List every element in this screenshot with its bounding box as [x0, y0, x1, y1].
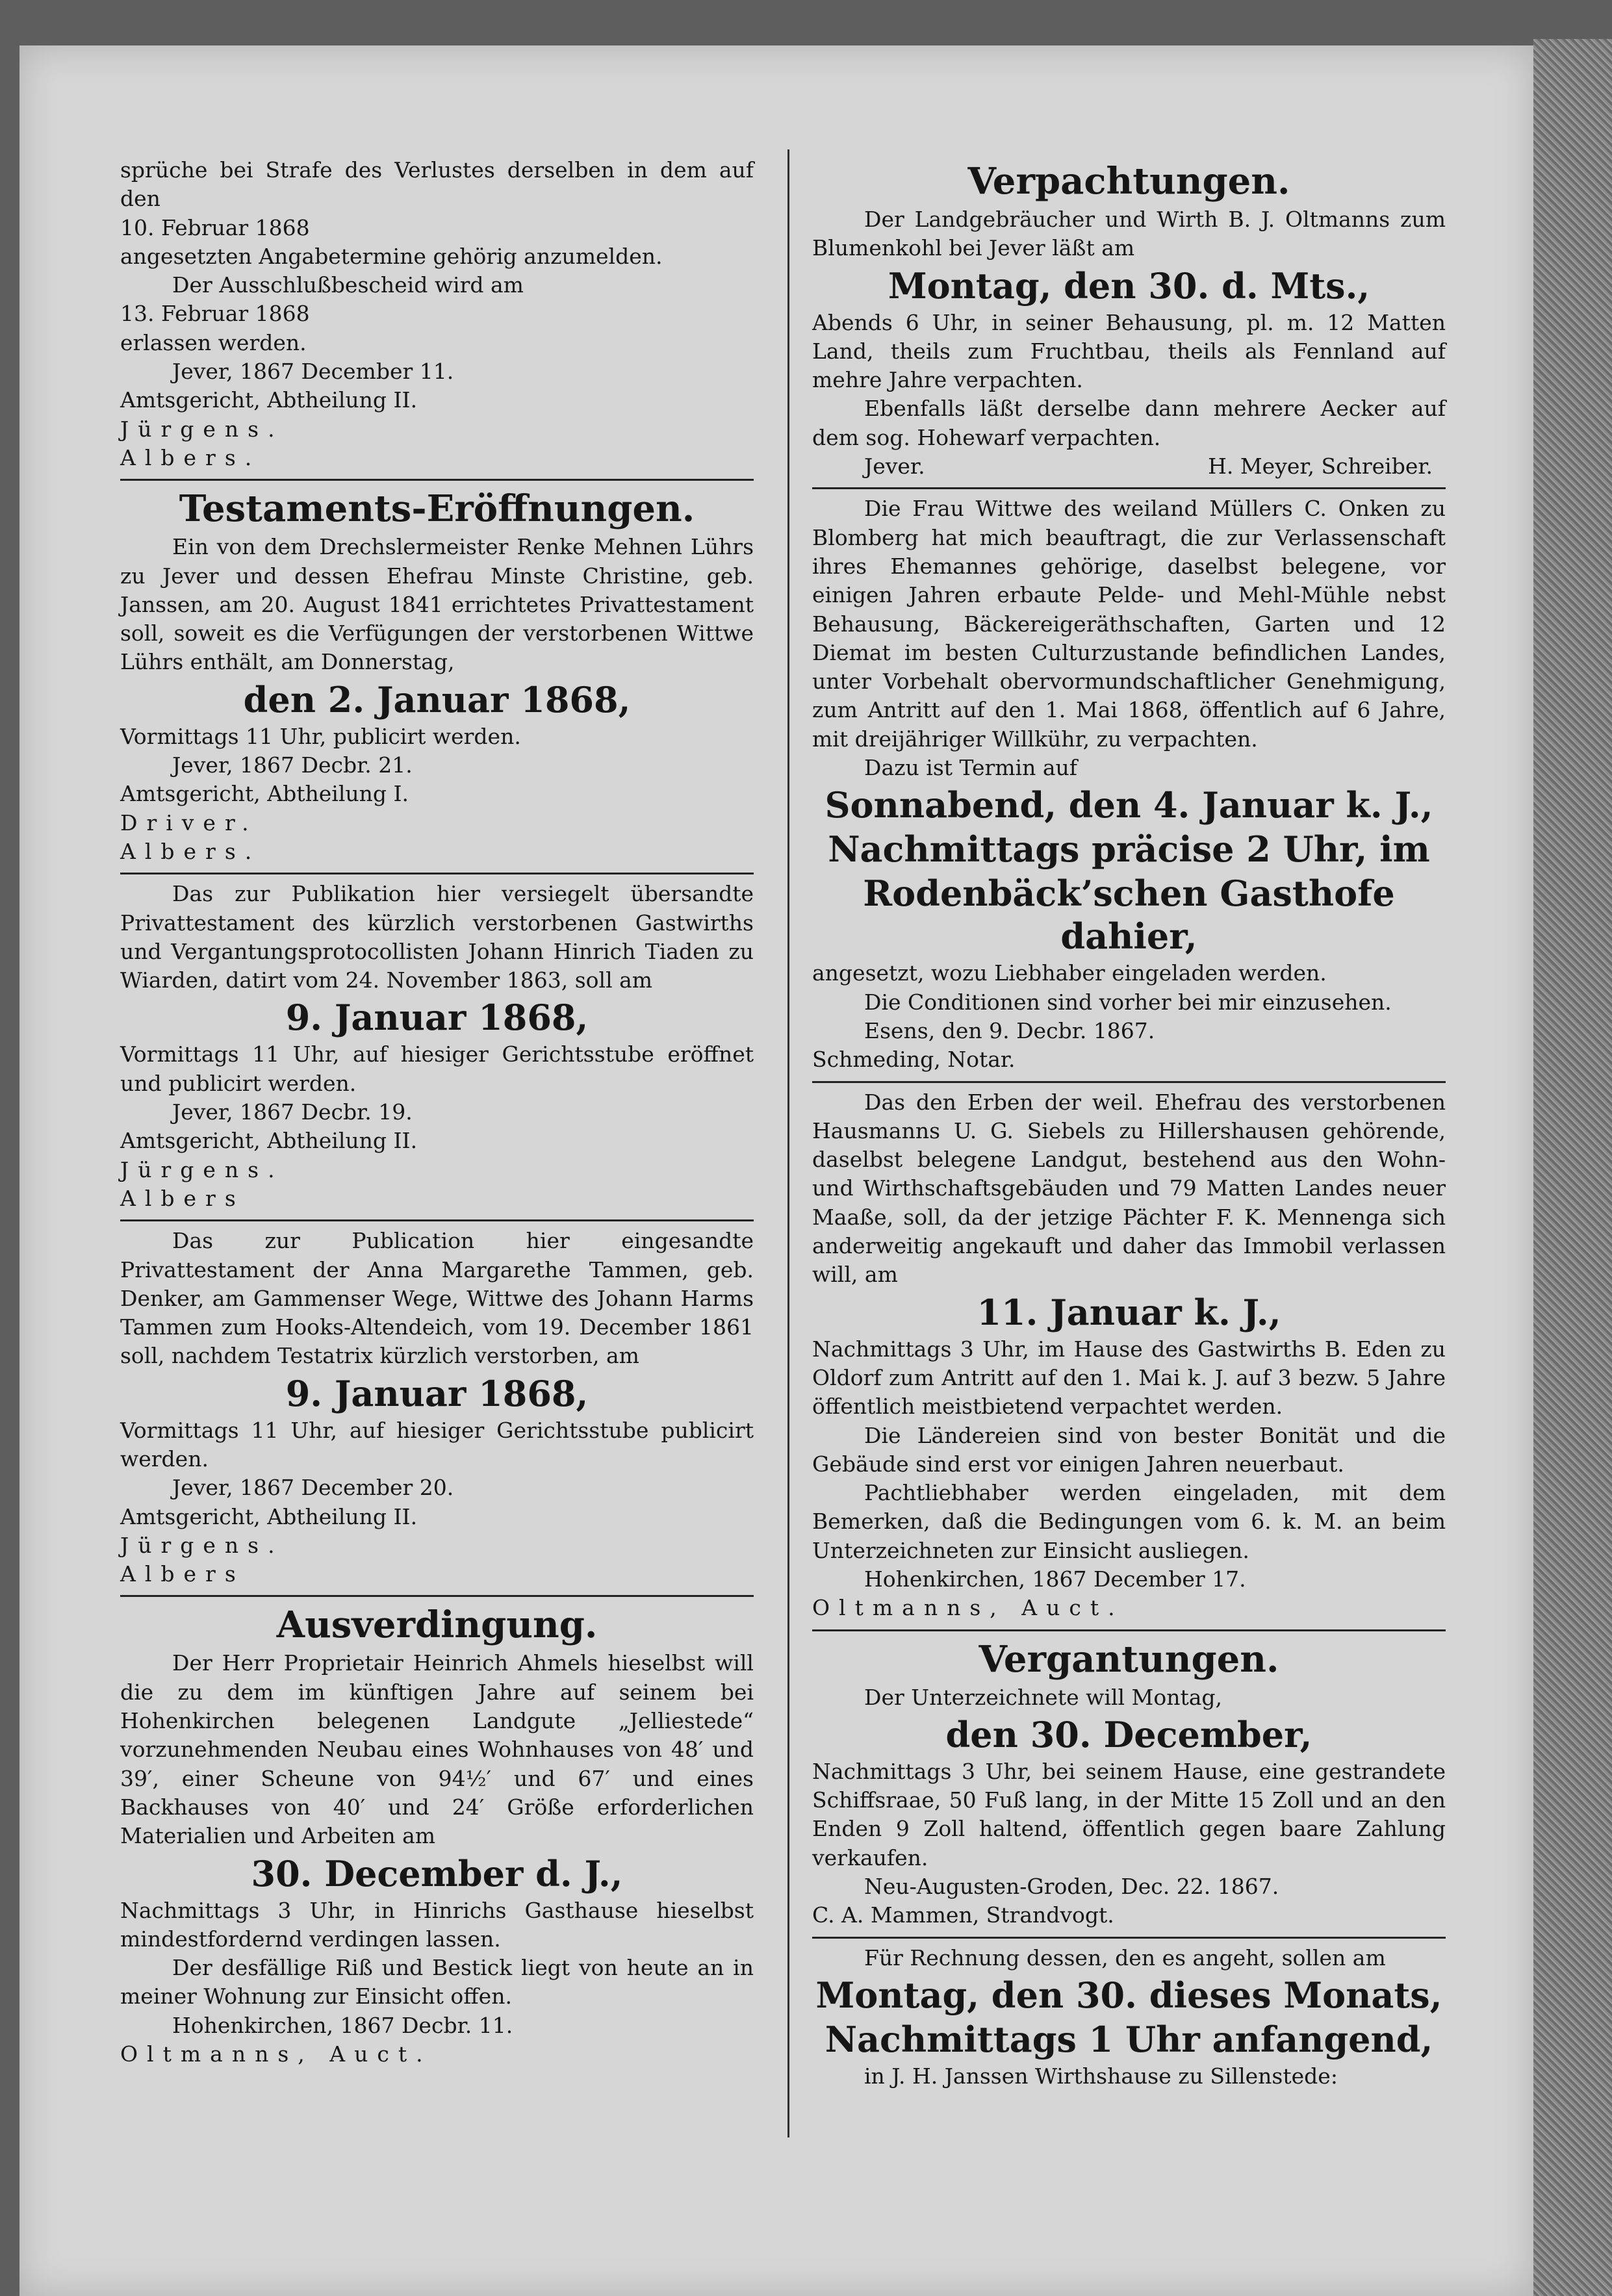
notice-sign: Oltmanns, Auct. [120, 2041, 432, 2067]
column-divider [787, 149, 789, 2137]
notice-text: angesetzten Angabetermine gehörig anzumelden. [120, 243, 663, 269]
right-column [812, 156, 1446, 2091]
separator [812, 1937, 1446, 1939]
notice-sign: H. Meyer, Schreiber. [1208, 453, 1433, 479]
notice-verpachtungen [812, 159, 1446, 481]
notice-date: den 2. Januar 1868, [243, 678, 631, 721]
notice-rechnung [812, 1944, 1446, 2091]
notice-text: Das zur Publikation hier versiegelt übersandte Privattestament des kürzlich verstorbenen Gastwirths und Vergantungsprotocollisten Johann Hinrich Tiaden zu Wiarden, datirt vom 24. November 1863, soll am [120, 881, 754, 993]
separator [120, 479, 754, 481]
separator [812, 1081, 1446, 1083]
notice-judge: Jürgens. [120, 416, 284, 442]
left-column [120, 156, 754, 2069]
notice-sign: C. A. Mammen, Strandvogt. [812, 1902, 1114, 1928]
notice-date: 11. Januar k. J., [977, 1291, 1281, 1333]
separator [812, 487, 1446, 489]
section-heading: Testaments-Eröffnungen. [179, 487, 695, 531]
notice-court: Amtsgericht, Abtheilung II. [120, 1503, 418, 1529]
separator [120, 1595, 754, 1597]
notice-text: Der Unterzeichnete will Montag, [864, 1684, 1223, 1710]
notice-date: den 30. December, [945, 1713, 1312, 1755]
notice-date: Sonnabend, den 4. Januar k. J., [825, 784, 1433, 826]
notice-date: 9. Januar 1868, [285, 997, 589, 1039]
notice-place: Hohenkirchen, 1867 Decbr. 11. [172, 2012, 513, 2038]
notice-sign: Schmeding, Notar. [812, 1047, 1016, 1073]
notice-judge: Jürgens. [120, 1532, 284, 1558]
notice-landgut [812, 1088, 1446, 1623]
notice-text: Der Landgebräucher und Wirth B. J. Oltmanns zum Blumenkohl bei Jever läßt am [812, 207, 1446, 261]
notice-ausschluss [120, 156, 754, 472]
notice-text: Vormittags 11 Uhr, auf hiesiger Gerichtsstube publicirt werden. [120, 1417, 754, 1472]
notice-judge: Driver. [120, 810, 258, 835]
notice-date: 9. Januar 1868, [285, 1372, 589, 1414]
notice-text: Vormittags 11 Uhr, publicirt werden. [120, 723, 521, 749]
notice-place: Jever, 1867 December 20. [172, 1475, 454, 1501]
section-heading: Vergantungen. [979, 1637, 1279, 1681]
section-heading: Verpachtungen. [967, 160, 1290, 203]
notice-date: Rodenbäck’schen Gasthofe dahier, [863, 873, 1395, 958]
notice-date: 10. Februar 1868 [120, 214, 310, 240]
notice-muehle [812, 494, 1446, 1074]
notice-place: Esens, den 9. Decbr. 1867. [864, 1017, 1155, 1043]
notice-text: Der Herr Proprietair Heinrich Ahmels hieselbst will die zu dem im künftigen Jahre auf seinem bei Hohenkirchen belegenen Landgute „Jelliestede“ vorzunehmenden Neubau eines Wohnhauses von 48′ und 39′, einer Scheune von 94½′ und 67′ und eines Backhauses von 40′ und 24′ Größe erforderlichen Materialien und Arbeiten am [120, 1650, 754, 1849]
notice-place: Jever, 1867 December 11. [172, 359, 454, 385]
notice-date: Nachmittags 1 Uhr anfangend, [825, 2018, 1433, 2060]
notice-place: Hohenkirchen, 1867 December 17. [864, 1566, 1246, 1592]
notice-clerk: Albers. [120, 444, 261, 470]
notice-testament [120, 486, 754, 866]
notice-text: Das zur Publication hier eingesandte Privattestament der Anna Margarethe Tammen, geb. Denker, am Gammenser Wege, Wittwe des Johann Harms Tammen zum Hooks-Altendeich, vom 19. December 1861 soll, nachdem Testatrix kürzlich verstorben, am [120, 1228, 754, 1369]
notice-privat2 [120, 1227, 754, 1588]
notice-text: Die Conditionen sind vorher bei mir einzusehen. [864, 989, 1392, 1015]
notice-date: Nachmittags präcise 2 Uhr, im [828, 828, 1430, 871]
notice-place: Jever. [864, 453, 925, 479]
page-edge [1533, 39, 1612, 2296]
notice-date: Montag, den 30. dieses Monats, [815, 1974, 1442, 2016]
separator [812, 1629, 1446, 1631]
notice-place: Jever, 1867 Decbr. 21. [172, 752, 413, 778]
notice-date: Montag, den 30. d. Mts., [888, 264, 1370, 307]
notice-place: Jever, 1867 Decbr. 19. [172, 1099, 413, 1125]
notice-text: sprüche bei Strafe des Verlustes derselben in dem auf den [120, 157, 754, 212]
notice-text: Die Frau Wittwe des weiland Müllers C. Onken zu Blomberg hat mich beauftragt, die zur Verlassenschaft ihres Ehemannes gehörige, daselbst belegene, vor einigen Jahren erbaute Pelde- und Mehl-Mühle nebst Behausung, Bäckereigeräthschaften, Garten und 12 Diemat im besten Culturzustande befindlichen Landes, unter Vorbehalt obervormundschaftlicher Genehmigung, zum Antritt auf den 1. Mai 1868, öffentlich auf 6 Jahre, mit dreijähriger Willkühr, zu verpachten. [812, 496, 1446, 752]
notice-judge: Jürgens. [120, 1156, 284, 1182]
notice-text: Dazu ist Termin auf [864, 755, 1077, 781]
section-heading: Ausverdingung. [276, 1603, 598, 1647]
notice-text: Abends 6 Uhr, in seiner Behausung, pl. m. 12 Matten Land, theils zum Fruchtbau, theils als Fennland auf mehre Jahre verpachten. [812, 309, 1446, 393]
notice-text: Nachmittags 3 Uhr, in Hinrichs Gasthause hieselbst mindestfordernd verdingen lassen. [120, 1897, 754, 1952]
notice-text: Ein von dem Drechslermeister Renke Mehnen Lührs zu Jever und dessen Ehefrau Minste Christine, geb. Janssen, am 20. August 1841 errichtetes Privattestament soll, soweit es die Verfügungen der verstorbenen Wittwe Lührs enthält, am Donnerstag, [120, 534, 754, 675]
separator [120, 873, 754, 874]
notice-text: Der desfällige Riß und Bestick liegt von heute an in meiner Wohnung zur Einsicht offen. [120, 1955, 754, 2009]
notice-court: Amtsgericht, Abtheilung II. [120, 387, 418, 413]
notice-text: angesetzt, wozu Liebhaber eingeladen werden. [812, 960, 1327, 986]
notice-court: Amtsgericht, Abtheilung I. [120, 781, 409, 807]
notice-text: Für Rechnung dessen, den es angeht, sollen am [864, 1945, 1386, 1971]
notice-text: Die Ländereien sind von bester Bonität und die Gebäude sind erst vor einigen Jahren neuerbaut. [812, 1422, 1446, 1477]
notice-sign: Oltmanns, Auct. [812, 1595, 1124, 1621]
notice-place: Neu-Augusten-Groden, Dec. 22. 1867. [864, 1874, 1279, 1900]
signature-row [812, 452, 1446, 481]
notice-vergantungen [812, 1637, 1446, 1930]
notice-text: Nachmittags 3 Uhr, bei seinem Hause, eine gestrandete Schiffsraae, 50 Fuß lang, in der Mitte 15 Zoll und an den Enden 9 Zoll haltend, öffentlich gegen baare Zahlung verkaufen. [812, 1758, 1446, 1870]
notice-date: 30. December d. J., [251, 1852, 623, 1894]
notice-text: in J. H. Janssen Wirthshause zu Sillenstede: [864, 2063, 1338, 2089]
notice-text: Ebenfalls läßt derselbe dann mehrere Aecker auf dem sog. Hohewarf verpachten. [812, 396, 1446, 450]
notice-text: Vormittags 11 Uhr, auf hiesiger Gerichtsstube eröffnet und publicirt werden. [120, 1041, 754, 1096]
notice-text: erlassen werden. [120, 329, 307, 355]
notice-ausverdingung [120, 1602, 754, 2069]
notice-text: Nachmittags 3 Uhr, im Hause des Gastwirths B. Eden zu Oldorf zum Antritt auf den 1. Mai k. J. auf 3 bezw. 5 Jahre öffentlich meistbietend verpachtet werden. [812, 1336, 1446, 1420]
notice-clerk: Albers. [120, 838, 261, 864]
notice-text: Das den Erben der weil. Ehefrau des verstorbenen Hausmanns U. G. Siebels zu Hillershausen gehörende, daselbst belegene Landgut, bestehend aus den Wohn- und Wirthschaftsgebäuden und 79 Matten Landes neuer Maaße, soll, da der jetzige Pächter F. K. Mennenga sich anderweitig angekauft und daher das Immobil verlassen will, am [812, 1089, 1446, 1288]
notice-date: 13. Februar 1868 [120, 301, 310, 327]
notice-clerk: Albers [120, 1561, 245, 1587]
separator [120, 1219, 754, 1221]
notice-privat1 [120, 880, 754, 1213]
notice-clerk: Albers [120, 1185, 245, 1211]
notice-text: Der Ausschlußbescheid wird am [172, 272, 524, 298]
notice-text: Pachtliebhaber werden eingeladen, mit dem Bemerken, daß die Bedingungen vom 6. k. M. an beim Unterzeichneten zur Einsicht ausliegen. [812, 1480, 1446, 1563]
notice-court: Amtsgericht, Abtheilung II. [120, 1128, 418, 1154]
